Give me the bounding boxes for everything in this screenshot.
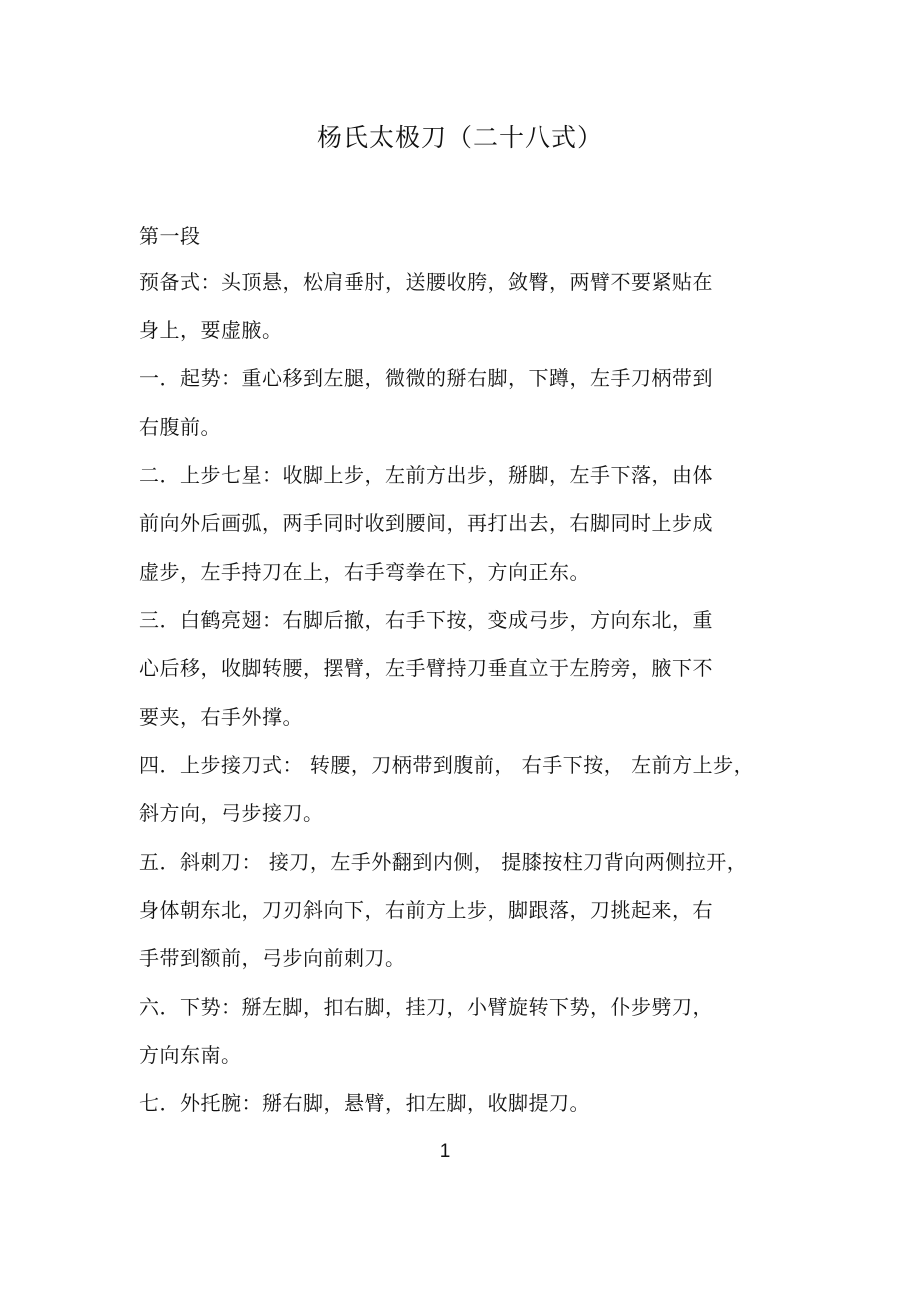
text-line: 二．上步七星：收脚上步，左前方出步，掰脚，左手下落，由体 — [139, 463, 713, 487]
text-line: 斜方向，弓步接刀。 — [139, 801, 324, 825]
text-line: 五．斜刺刀： 接刀，左手外翻到内侧， 提膝按柱刀背向两侧拉开， — [139, 850, 748, 874]
text-line: 虚步，左手持刀在上，右手弯拳在下，方向正东。 — [139, 560, 590, 584]
text-line: 一．起势：重心移到左腿，微微的掰右脚，下蹲，左手刀柄带到 — [139, 366, 713, 390]
text-line: 身上，要虚腋。 — [139, 318, 283, 342]
text-line: 六．下势：掰左脚，扣右脚，挂刀，小臂旋转下势，仆步劈刀， — [139, 995, 713, 1019]
text-line-section-heading: 第一段 — [139, 224, 201, 248]
text-line: 心后移，收脚转腰，摆臂，左手臂持刀垂直立于左胯旁，腋下不 — [139, 656, 713, 680]
text-line: 手带到额前，弓步向前刺刀。 — [139, 946, 406, 970]
text-line: 要夹，右手外撑。 — [139, 705, 303, 729]
text-line: 七．外托腕：掰右脚，悬臂，扣左脚，收脚提刀。 — [139, 1091, 590, 1115]
text-line: 四．上步接刀式： 转腰，刀柄带到腹前， 右手下按， 左前方上步， — [139, 753, 755, 777]
text-line: 身体朝东北，刀刃斜向下，右前方上步，脚跟落，刀挑起来，右 — [139, 898, 713, 922]
text-line: 方向东南。 — [139, 1043, 242, 1067]
text-line: 预备式：头顶悬，松肩垂肘，送腰收胯，敛臀，两臂不要紧贴在 — [139, 270, 713, 294]
text-line: 前向外后画弧，两手同时收到腰间，再打出去，右脚同时上步成 — [139, 511, 713, 535]
text-line: 右腹前。 — [139, 415, 221, 439]
document-title: 杨氏太极刀（二十八式） — [316, 123, 603, 152]
page-number: 1 — [439, 1141, 451, 1162]
text-line: 三．白鹤亮翅：右脚后撤，右手下按，变成弓步，方向东北，重 — [139, 608, 713, 632]
